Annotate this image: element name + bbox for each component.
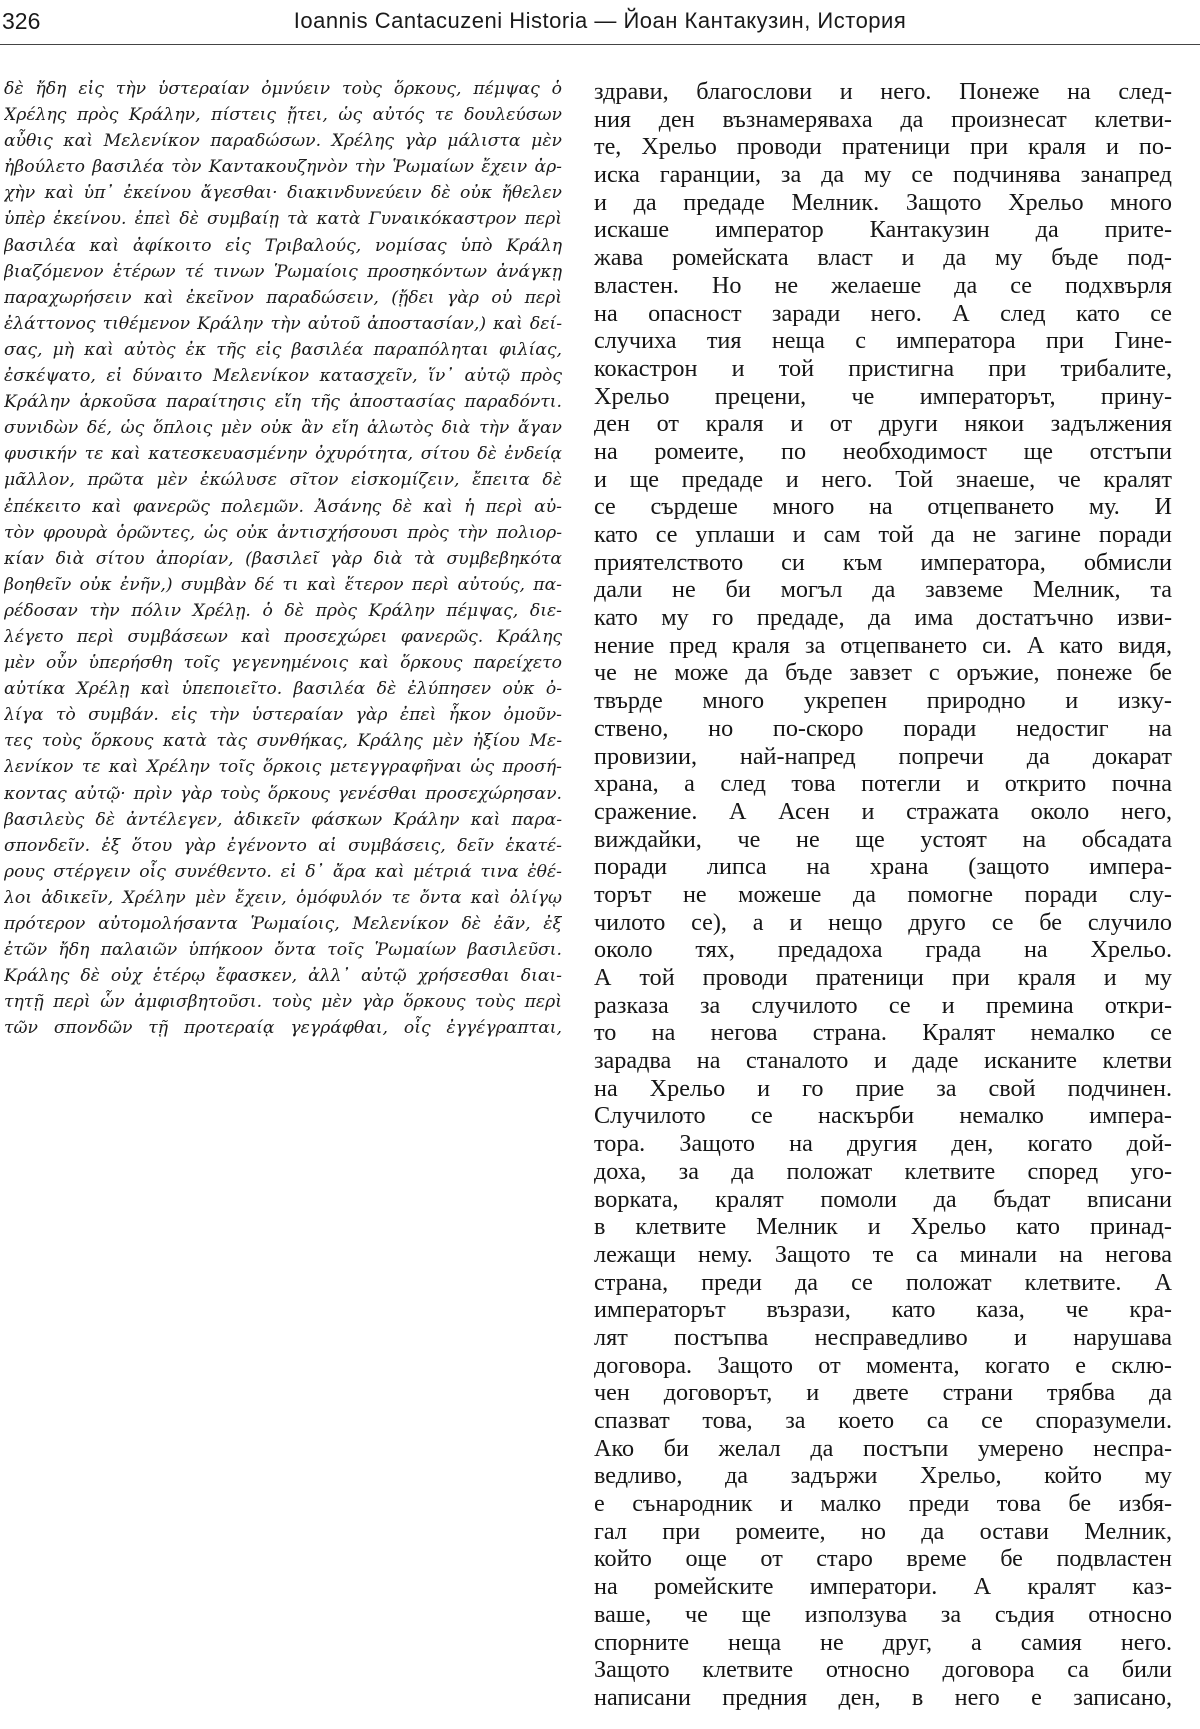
greek-text-line: μὲν οὖν ὑπερήσθη τοῖς γεγενημένοις καὶ ὅρκους παρείχετο [4, 653, 562, 674]
greek-text-line: κίαν διὰ σίτου ἀπορίαν, (βασιλεῖ γὰρ διὰ τὰ συμβεβηκότα [4, 548, 562, 569]
greek-text-line: Κράλης δὲ οὐχ ἑτέρῳ ἔφασκεν, ἀλλ᾿ αὐτῷ χρήσεσθαι διαι- [4, 966, 562, 987]
bulgarian-text-line: спорните неща не друг, а самия него. [594, 1628, 1172, 1656]
greek-text-line: αὖθις καὶ Μελενίκον παραδώσων. Χρέλης γὰρ μάλιστα μὲν [4, 131, 562, 152]
bulgarian-text-line: на Хрельо и го прие за свой подчинен. [594, 1074, 1172, 1102]
running-head: Ioannis Cantacuzeni Historia — Йоан Кантакузин, История [293, 8, 907, 33]
greek-text-line: ἐσκέψατο, εἰ δύναιτο Μελενίκον κατασχεῖν, ἵν᾿ αὐτῷ πρὸς [4, 366, 562, 387]
bulgarian-text-line: на опасност заради него. А след като се [594, 299, 1172, 327]
bulgarian-text-line: тора. Защото на другия ден, когато дой- [594, 1130, 1172, 1158]
bulgarian-text-line: торът не можеше да помогне поради слу- [594, 880, 1172, 908]
greek-text-line: πρότερον αὐτομολήσαντα Ῥωμαίοις, Μελενίκον δὲ ἐᾶν, ἐξ [4, 914, 562, 934]
greek-text-line: αὐτίκα Χρέλῃ καὶ ὑπεποιεῖτο. βασιλέα δὲ ἐλύπησεν οὐκ ὀ- [4, 679, 562, 700]
greek-text-line: ὑπὲρ ἐκείνου. ἐπεὶ δὲ συμβαίῃ τὰ κατὰ Γυναικόκαστρον περὶ [4, 209, 562, 230]
greek-text-line: ἐλάττονος τιθέμενον Κράλην τὴν αὐτοῦ ἀποστασίαν,) καὶ δεί- [4, 313, 562, 334]
bulgarian-text-line: доха, за да положат клетвите според уго- [594, 1157, 1172, 1185]
greek-text-line: λενίκον τε καὶ Χρέλην τοῖς ὅρκοις μετεγγραφῆναι ὡς προσή- [4, 757, 562, 778]
bulgarian-text-line: се сърдеше много на отцепването му. И [594, 493, 1172, 521]
bulgarian-text-line: и ще предаде и него. Той знаеше, че кралят [594, 465, 1172, 493]
bulgarian-text-line: лежащи нему. Защото те са минали на негова [594, 1240, 1172, 1268]
greek-text-line: ἐτῶν ἤδη παλαιῶν ὑπήκοον ὄντα τοῖς Ῥωμαίων βασιλεῦσι. [4, 940, 562, 961]
bulgarian-text-line: искаше император Кантакузин да прите- [594, 216, 1172, 244]
bulgarian-text-line: гал при ромеите, но да остави Мелник, [594, 1517, 1172, 1545]
bulgarian-text-line: на ромеите, по необходимост ще отстъпи [594, 437, 1172, 465]
bulgarian-text-line: здрави, благослови и него. Понеже на след- [594, 78, 1172, 105]
bulgarian-text-line: случиха тия неща с императора при Гине- [594, 327, 1172, 355]
bulgarian-text-line: твърде много укрепен природно и изку- [594, 687, 1172, 715]
greek-text-line: βασιλέα καὶ ἀφίκοιτο εἰς Τριβαλούς, νομίσας ὑπὸ Κράλη [4, 235, 562, 256]
bulgarian-text-line: на ромейските императори. А кралят каз- [594, 1573, 1172, 1601]
bulgarian-text-line: е сънародник и малко преди това бе избя- [594, 1490, 1172, 1518]
bulgarian-text-line: ния ден възнамеряваха да произнесат клетви- [594, 105, 1172, 133]
bulgarian-text-line: ствено, но по-скоро поради недостиг на [594, 714, 1172, 742]
bulgarian-text-line: ворката, кралят помоли да бъдат вписани [594, 1185, 1172, 1213]
bulgarian-text-line: зарадва на станалото и даде исканите клетви [594, 1047, 1172, 1075]
bulgarian-text-line: то на негова страна. Кралят немалко се [594, 1019, 1172, 1047]
greek-text-line: τὸν φρουρὰ ὁρῶντες, ὡς οὐκ ἀντισχήσουσι πρὸς τὴν πολιορ- [4, 522, 562, 543]
greek-text-line: σπονδεῖν. ἐξ ὅτου γὰρ ἐγένοντο αἱ συμβάσεις, δεῖν ἑκατέ- [4, 835, 562, 856]
header-rule [0, 44, 1200, 45]
greek-text-line: λίγα τὸ συμβάν. εἰς τὴν ὑστεραίαν γὰρ ἐπεὶ ἧκον ὀμοῦν- [4, 705, 562, 726]
bulgarian-text-line: императорът възрази, като каза, че кра- [594, 1296, 1172, 1324]
greek-text-line: βοηθεῖν οὐκ ἐνῆν,) συμβὰν δέ τι καὶ ἕτερον περὶ αὐτούς, πα- [4, 574, 562, 595]
bulgarian-text-line: страна, преди да се положат клетвите. А [594, 1268, 1172, 1296]
bulgarian-text-line: ваше, че ще използува за съдия относно [594, 1600, 1172, 1628]
bulgarian-text-line: сражение. А Асен и стражата около него, [594, 797, 1172, 825]
bulgarian-text-line: Случилото се наскърби немалко импера- [594, 1102, 1172, 1130]
page-number: 326 [2, 8, 41, 34]
bulgarian-text-column [594, 78, 1172, 1712]
greek-text-line: χὴν καὶ ὑπ᾿ ἐκείνου ἄγεσθαι· διακινδυνεύειν δὲ οὐκ ἤθελεν [4, 183, 562, 204]
bulgarian-text-line: и да предаде Мелник. Защото Хрельо много [594, 188, 1172, 216]
bulgarian-text-line: провизии, най-напред попречи да докарат [594, 742, 1172, 770]
greek-text-line: δὲ ἤδη εἰς τὴν ὑστεραίαν ὀμνύειν τοὺς ὅρκους, πέμψας ὁ [4, 79, 562, 99]
greek-text-line: ρέδοσαν τὴν πόλιν Χρέλῃ. ὁ δὲ πρὸς Κράλην πέμψας, διε- [4, 600, 562, 621]
greek-text-line: Χρέλης πρὸς Κράλην, πίστεις ᾔτει, ὡς αὐτός τε δουλεύσων [4, 105, 562, 126]
bulgarian-text-line: поради липса на храна (защото импера- [594, 853, 1172, 881]
bulgarian-text-line: около тях, предадоха града на Хрельо. [594, 936, 1172, 964]
bulgarian-text-line: написани предния ден, в него е записано, [594, 1683, 1172, 1711]
greek-text-line: φυσικήν τε καὶ κατεσκευασμένην ὀχυρότητα, σίτου δὲ ἐνδείᾳ [4, 444, 562, 465]
greek-text-line: ἠβούλετο βασιλέα τὸν Καντακουζηνὸν τὴν Ῥωμαίων ἔχειν ἀρ- [4, 157, 562, 178]
greek-text-line: ρους στέργειν οἷς συνέθεντο. εἰ δ᾿ ἄρα καὶ μέτριά τινα ἐθέ- [4, 861, 562, 882]
page-header [0, 8, 1200, 42]
greek-text-line: τητῇ περὶ ὧν ἀμφισβητοῦσι. τοὺς μὲν γὰρ ὅρκους τοὺς περὶ [4, 992, 562, 1013]
bulgarian-text-line: виждайки, че не ще устоят на обсадата [594, 825, 1172, 853]
bulgarian-text-line: кокастрон и той пристигна при трибалите, [594, 354, 1172, 382]
greek-text-line: μᾶλλον, πρῶτα μὲν ἐκώλυσε σῖτον εἰσκομίζειν, ἔπειτα δὲ [4, 470, 562, 491]
bulgarian-text-line: спазват това, за което са се споразумели. [594, 1407, 1172, 1434]
bulgarian-text-line: чен договорът, и двете страни трябва да [594, 1379, 1172, 1407]
greek-text-line: βασιλεὺς δὲ ἀντέλεγεν, ἀδικεῖν φάσκων Κράλην καὶ παρα- [4, 809, 562, 830]
greek-text-line: παραχωρήσειν καὶ ἐκεῖνον παραδώσειν, (ᾔδει γὰρ οὐ περὶ [4, 287, 562, 308]
greek-text-line: τῶν σπονδῶν τῇ προτεραίᾳ γεγράφθαι, οἷς ἐγγέγραπται, [4, 1018, 562, 1039]
bulgarian-text-line: Хрельо прецени, че императорът, прину- [594, 382, 1172, 410]
bulgarian-text-line: дали не би могъл да завземе Мелник, та [594, 576, 1172, 604]
greek-text-line: τες τοὺς ὅρκους κατὰ τὰς συνθήκας, Κράλης μὲν ἠξίου Με- [4, 731, 562, 752]
bulgarian-text-line: като му го предаде, да има достатъчно изви- [594, 604, 1172, 632]
bulgarian-text-line: приятелството си към императора, обмисли [594, 548, 1172, 576]
bulgarian-text-line: чилото се), а и нещо друго се бе случило [594, 908, 1172, 936]
greek-text-line: βιαζόμενον ἑτέρων τέ τινων Ῥωμαίοις προσηκόντων ἀνάγκῃ [4, 261, 562, 282]
bulgarian-text-line: че не може да бъде завзет с оръжие, понеже бе [594, 659, 1172, 687]
bulgarian-text-line: договора. Защото от момента, когато е склю- [594, 1351, 1172, 1379]
bulgarian-text-line: който още от старо време бе подвластен [594, 1545, 1172, 1573]
greek-text-line: συνιδὼν δέ, ὡς ὅπλοις μὲν οὐκ ἂν εἴη ἁλωτὸς διὰ τὴν ἄγαν [4, 418, 562, 439]
bulgarian-text-line: като се уплаши и сам той да не загине поради [594, 521, 1172, 548]
bulgarian-text-line: А той проводи пратеници при краля и му [594, 964, 1172, 991]
bulgarian-text-line: в клетвите Мелник и Хрельо като принад- [594, 1213, 1172, 1241]
bulgarian-text-line: властен. Но не желаеше да се подхвърля [594, 271, 1172, 299]
greek-text-column [4, 76, 562, 1041]
greek-text-line: ἐπέκειτο καὶ φανερῶς πολεμῶν. Ἀσάνης δὲ καὶ ἡ περὶ αὐ- [4, 496, 562, 517]
bulgarian-text-line: Ако би желал да постъпи умерено неспра- [594, 1434, 1172, 1462]
bulgarian-text-line: те, Хрельо проводи пратеници при краля и по- [594, 133, 1172, 161]
bulgarian-text-line: разказа за случилото се и премина откри- [594, 991, 1172, 1019]
bulgarian-text-line: храна, а след това потегли и открито почна [594, 770, 1172, 798]
greek-text-line: Κράλην ἀρκοῦσα παραίτησις εἴη τῆς ἀποστασίας παραδόντι. [4, 392, 562, 413]
greek-text-line: λοι ἀδικεῖν, Χρέλην μὲν ἔχειν, ὁμόφυλόν τε ὄντα καὶ ὀλίγῳ [4, 887, 562, 908]
bulgarian-text-line: нение пред краля за отцепването си. А като видя, [594, 631, 1172, 659]
greek-text-line: σας, μὴ καὶ αὐτὸς ἐκ τῆς εἰς βασιλέα παραπόληται φιλίας, [4, 339, 562, 360]
greek-text-line: λέγετο περὶ συμβάσεων καὶ προσεχώρει φανερῶς. Κράλης [4, 626, 562, 647]
bulgarian-text-line: Защото клетвите относно договора са били [594, 1656, 1172, 1684]
bulgarian-text-line: ведливо, да задържи Хрельо, който му [594, 1462, 1172, 1490]
bulgarian-text-line: лят постъпва несправедливо и нарушава [594, 1323, 1172, 1351]
greek-text-line: κοντας αὐτῷ· πρὶν γὰρ τοὺς ὅρκους γενέσθαι προσεχώρησαν. [4, 783, 562, 804]
bulgarian-text-line: жава ромейската власт и да му бъде под- [594, 244, 1172, 272]
bulgarian-text-line: ден от краля и от други някои задължения [594, 410, 1172, 438]
bulgarian-text-line: иска гаранции, за да му се подчинява занапред [594, 161, 1172, 189]
